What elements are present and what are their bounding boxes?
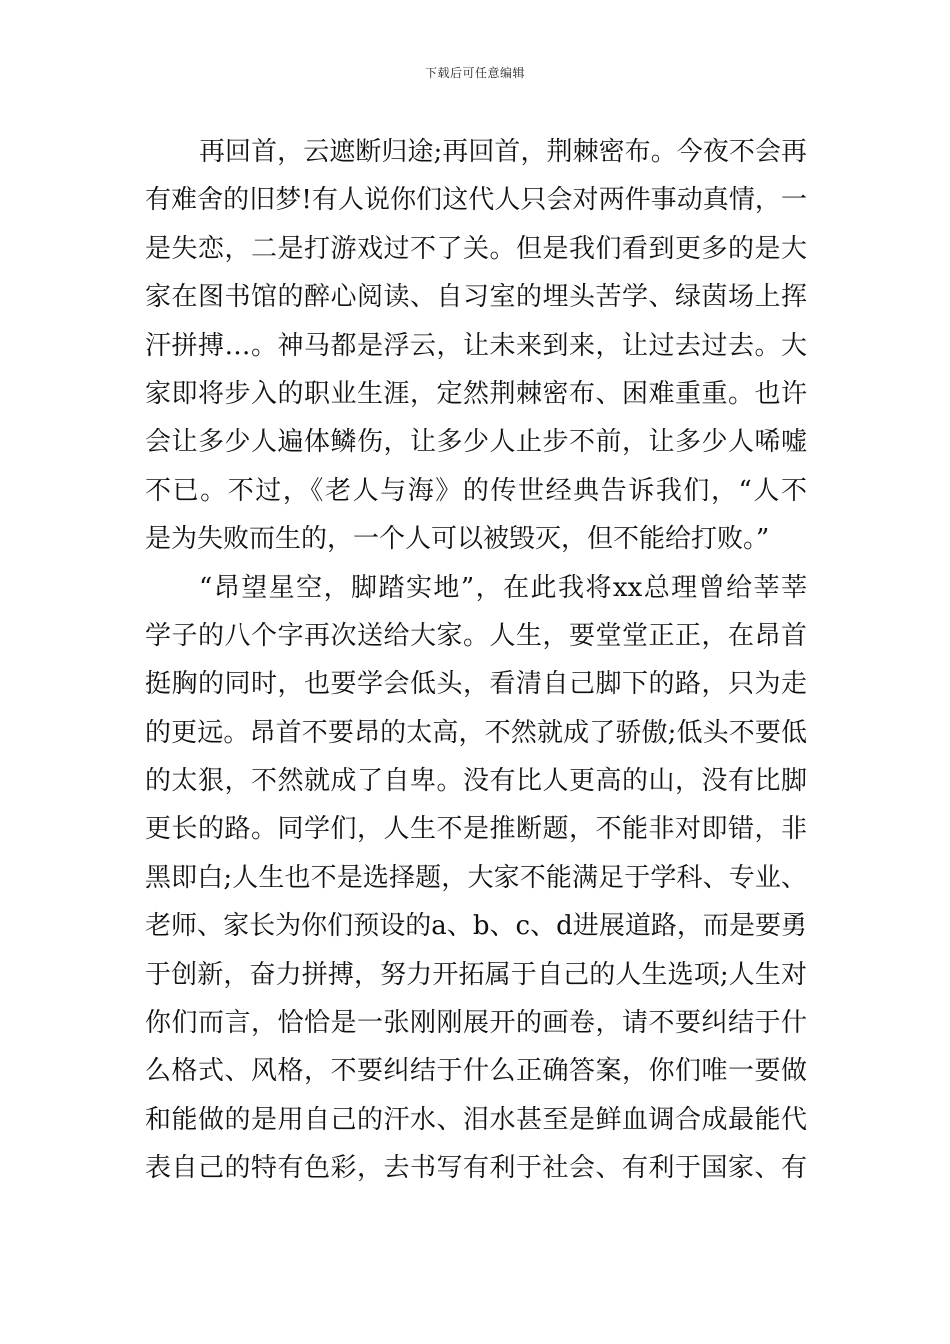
paragraph-2-line-12: 和能做的是用自己的汗水、泪水甚至是鲜血调合成最能代 bbox=[145, 1104, 807, 1135]
paragraph-2-line-8: 老师、家长为你们预设的a、b、c、d进展道路，而是要勇 bbox=[145, 911, 807, 942]
paragraph-1-line-4: 家在图书馆的醉心阅读、自习室的埋头苦学、绿茵场上挥 bbox=[145, 282, 807, 313]
paragraph-1-line-7: 会让多少人遍体鳞伤，让多少人止步不前，让多少人唏嘘 bbox=[145, 427, 807, 458]
paragraph-1-line-5: 汗拼搏…。神马都是浮云，让未来到来，让过去过去。大 bbox=[145, 330, 807, 361]
paragraph-1-line-2: 有难舍的旧梦!有人说你们这代人只会对两件事动真情，一 bbox=[145, 185, 807, 216]
paragraph-2-line-5: 的太狠，不然就成了自卑。没有比人更高的山，没有比脚 bbox=[145, 766, 807, 797]
page-header: 下载后可任意编辑 bbox=[424, 66, 525, 80]
paragraph-2-line-4: 的更远。昂首不要昂的太高，不然就成了骄傲;低头不要低 bbox=[145, 717, 807, 748]
paragraph-2-line-2: 学子的八个字再次送给大家。人生，要堂堂正正，在昂首 bbox=[145, 620, 807, 651]
paragraph-1-line-8: 不已。不过，《老人与海》的传世经典告诉我们，“人不 bbox=[145, 475, 807, 506]
paragraph-1-line-9: 是为失败而生的，一个人可以被毁灭，但不能给打败。” bbox=[145, 524, 770, 555]
paragraph-2-line-9: 于创新，奋力拼搏，努力开拓属于自己的人生选项;人生对 bbox=[145, 959, 807, 990]
paragraph-2-line-11: 么格式、风格，不要纠结于什么正确答案，你们唯一要做 bbox=[145, 1056, 807, 1087]
document-body bbox=[145, 128, 807, 1193]
paragraph-2-line-13: 表自己的特有色彩，去书写有利于社会、有利于国家、有 bbox=[145, 1153, 807, 1184]
paragraph-2-line-7: 黑即白;人生也不是选择题，大家不能满足于学科、专业、 bbox=[145, 862, 807, 893]
paragraph-2-line-1: “昂望星空，脚踏实地”，在此我将xx总理曾给莘莘 bbox=[199, 572, 807, 603]
paragraph-2-line-6: 更长的路。同学们，人生不是推断题，不能非对即错，非 bbox=[145, 814, 807, 845]
paragraph-2-line-10: 你们而言，恰恰是一张刚刚展开的画卷，请不要纠结于什 bbox=[145, 1008, 807, 1039]
paragraph-1-line-3: 是失恋，二是打游戏过不了关。但是我们看到更多的是大 bbox=[145, 233, 807, 264]
paragraph-1-line-1: 再回首，云遮断归途;再回首，荆棘密布。今夜不会再 bbox=[199, 137, 807, 167]
paragraph-2-line-3: 挺胸的同时，也要学会低头，看清自己脚下的路，只为走 bbox=[145, 669, 807, 700]
paragraph-1-line-6: 家即将步入的职业生涯，定然荆棘密布、困难重重。也许 bbox=[145, 378, 807, 409]
